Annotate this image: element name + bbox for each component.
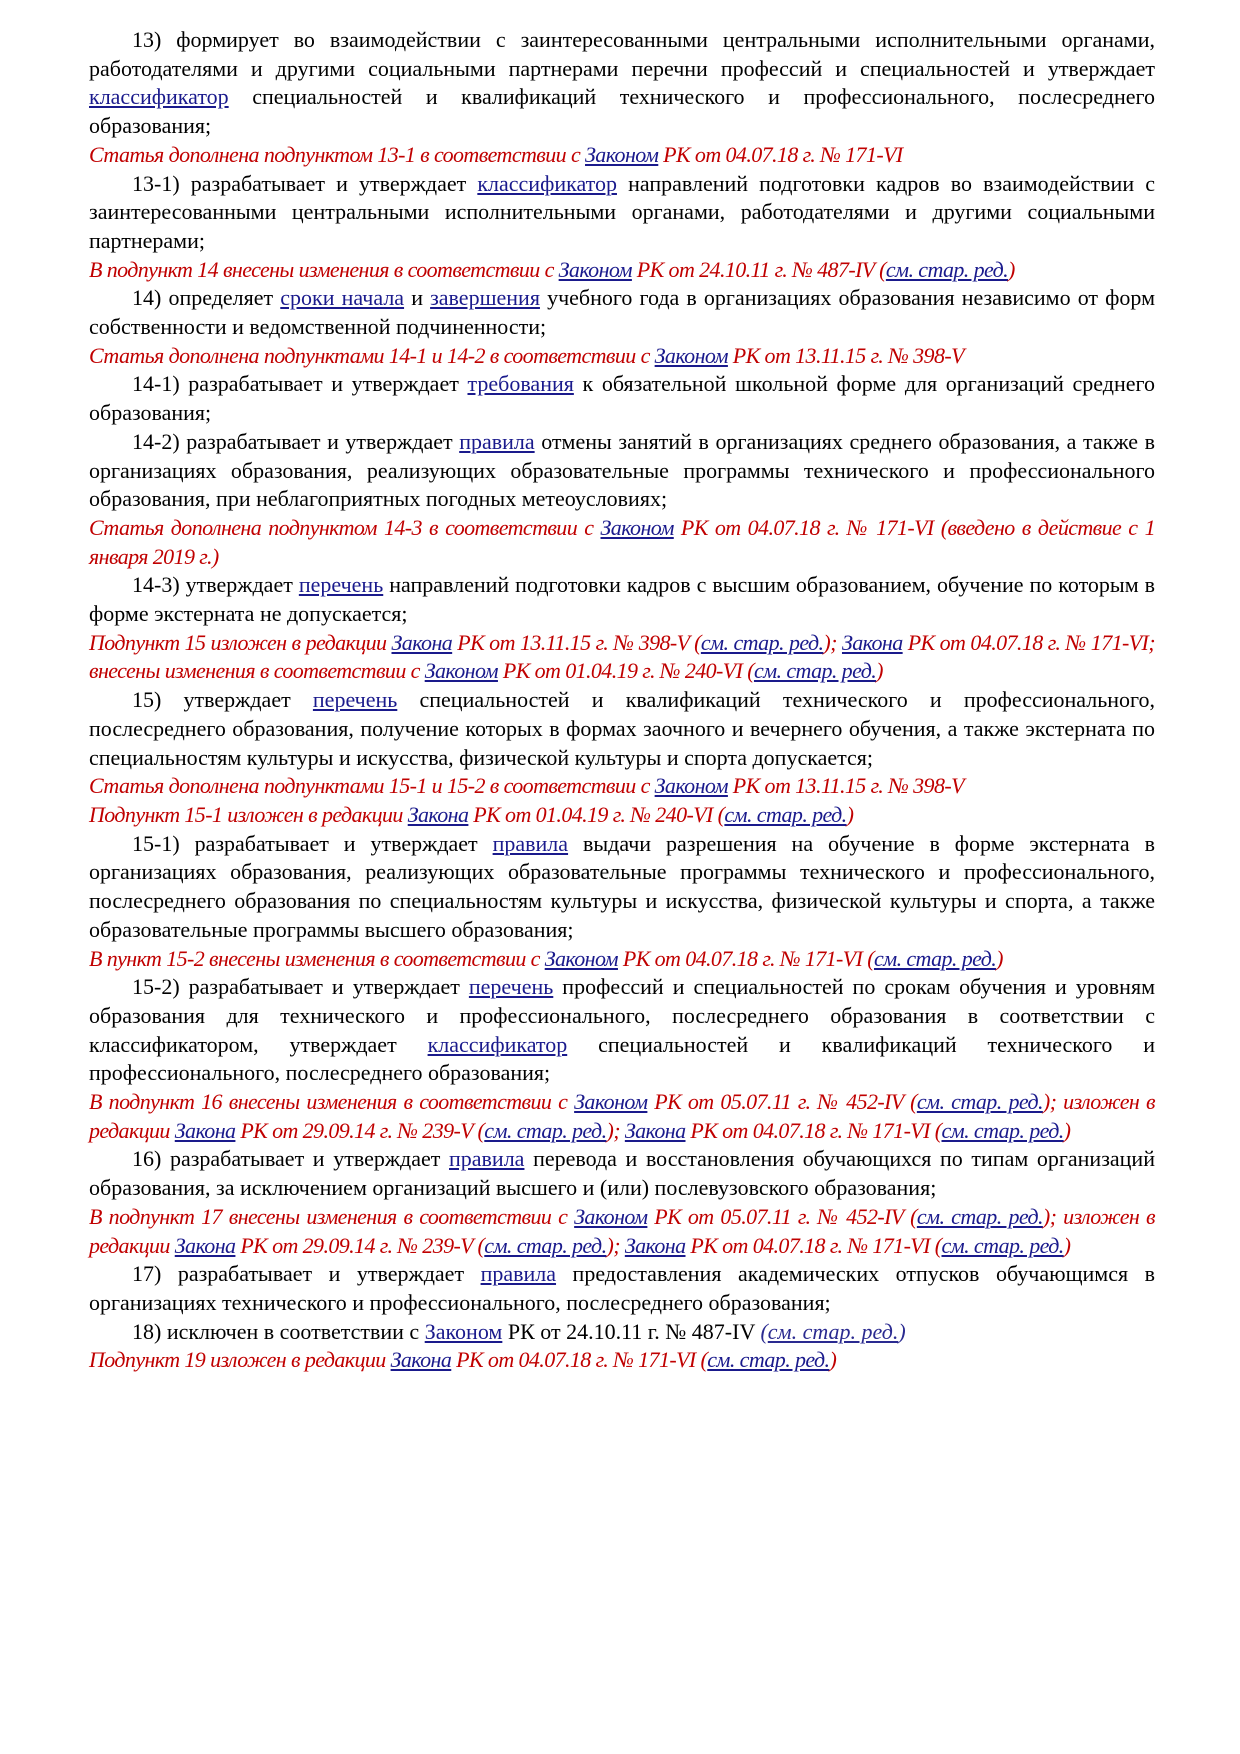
text-run: отмены занятий в организациях среднего образования, а также в организациях образования, реализующих образовательные программы технического и профессионального образования, при неблагоприятных погодных метеоусловиях; (89, 428, 1155, 512)
law-link[interactable]: Закона (391, 629, 453, 655)
text-run: 14-1) разрабатывает и утверждает (132, 371, 468, 397)
text-run: к обязательной школьной форме для организаций среднего образования; (89, 371, 1155, 426)
text-run: ) (876, 658, 883, 684)
text-run: выдачи разрешения на обучение в форме экстерната в организациях образования, реализующих образовательные программы технического и профессионального, послесреднего образования по специальностям культуры и искусства, физической культуры и спорта, а также образовательные программы высшего образования; (89, 830, 1155, 942)
text-run: направлений подготовки кадров с высшим образованием, обучение по которым в форме экстерната не допускается; (89, 572, 1156, 627)
law-link[interactable]: классификатор (477, 170, 617, 196)
law-link[interactable]: правила (492, 830, 569, 856)
old-edition-link[interactable]: см. стар. ред. (916, 1089, 1043, 1115)
text-run: РК от 13.11.15 г. № 398-V ( (452, 629, 701, 655)
old-edition-link[interactable]: см. стар. ред. (724, 801, 847, 827)
old-edition-link[interactable]: см. стар. ред. (916, 1203, 1043, 1229)
law-link[interactable]: Закона (174, 1232, 236, 1258)
law-link[interactable]: Законом (654, 773, 728, 799)
old-edition-link[interactable]: см. стар. ред. (941, 1117, 1064, 1143)
text-run: Статья дополнена подпунктами 14-1 и 14-2 в соответствии с (89, 342, 655, 368)
text-run: ); (606, 1232, 625, 1258)
subparagraph (89, 170, 1155, 256)
text-run: РК от 13.11.15 г. № 398-V (727, 342, 964, 368)
old-edition-link[interactable]: см. стар. ред. (753, 658, 877, 684)
law-link[interactable]: классификатор (89, 84, 229, 110)
text-run: профессий и специальностей по срокам обучения и уровням образования для технического и профессионального, послесреднего образования в соответствии с классификатором, утверждает (89, 974, 1155, 1057)
text-run: Подпункт 15 изложен в редакции (89, 629, 392, 655)
text-run: 13-1) разрабатывает и утверждает (132, 170, 478, 196)
subparagraph (89, 1260, 1155, 1317)
text-run: Статья дополнена подпунктом 14-3 в соответствии с (89, 514, 601, 540)
text-run: 15-2) разрабатывает и утверждает (132, 974, 469, 1000)
text-run: РК от 24.10.11 г. № 487-IV ( (631, 256, 886, 282)
subparagraph (89, 284, 1155, 341)
subparagraph (89, 1145, 1155, 1202)
subparagraph (89, 428, 1155, 514)
text-run: РК от 04.07.18 г. № 171-VI ( (685, 1232, 942, 1258)
text-run: ) (829, 1347, 837, 1373)
law-link[interactable]: перечень (468, 974, 554, 1000)
subparagraph (89, 686, 1155, 772)
text-run: 15) утверждает (132, 687, 313, 713)
text-run: ) (846, 801, 854, 827)
old-edition-link[interactable]: см. стар. ред. (873, 945, 997, 971)
amendment-note (89, 1203, 1155, 1260)
law-link[interactable]: классификатор (427, 1031, 568, 1057)
text-run: ) (898, 1318, 906, 1344)
text-run: ) (1063, 1232, 1071, 1258)
law-link[interactable]: Законом (544, 945, 618, 971)
amendment-note (89, 772, 1155, 801)
text-run: специальностей и квалификаций технического и профессионального, послесреднего образования; (89, 1031, 1155, 1086)
subparagraph (89, 370, 1155, 427)
text-run: Статья дополнена подпунктами 15-1 и 15-2 в соответствии с (89, 773, 655, 799)
law-link[interactable]: Законом (574, 1089, 648, 1115)
text-run: РК от 04.07.18 г. № 171-VI ( (617, 945, 874, 971)
text-run: специальностей и квалификаций технического и профессионального, послесреднего образования; (89, 84, 1155, 139)
text-run: ( (760, 1318, 768, 1344)
text-run: РК от 04.07.18 г. № 171-VI ( (685, 1117, 942, 1143)
subparagraph (89, 26, 1155, 141)
law-link[interactable]: правила (480, 1261, 557, 1287)
amendment-note (89, 945, 1155, 974)
law-link[interactable]: Закона (624, 1232, 686, 1258)
law-link[interactable]: Закона (407, 801, 469, 827)
text-run: ); изложен в редакции (89, 1089, 1155, 1143)
subparagraph (89, 571, 1155, 628)
text-run: В подпункт 16 внесены изменения в соответствии с (89, 1089, 575, 1115)
text-run: ); изложен в редакции (89, 1203, 1155, 1258)
amendment-note (89, 1088, 1155, 1145)
text-run: РК от 05.07.11 г. № 452-IV ( (647, 1089, 917, 1115)
text-run: Подпункт 15-1 изложен в редакции (89, 801, 408, 827)
text-run: ) (1063, 1117, 1071, 1143)
amendment-note (89, 141, 1155, 170)
text-run: РК от 29.09.14 г. № 239-V ( (235, 1232, 485, 1258)
amendment-note (89, 256, 1155, 285)
law-link[interactable]: Закона (624, 1117, 686, 1143)
law-link[interactable]: Закона (390, 1347, 452, 1373)
old-edition-link[interactable]: см. стар. ред. (700, 629, 824, 655)
text-run: 16) разрабатывает и утверждает (132, 1146, 449, 1172)
text-run: 14-2) разрабатывает и утверждает (132, 428, 460, 454)
text-run: РК от 04.07.18 г. № 171-VI (658, 141, 903, 167)
text-run: РК от 04.07.18 г. № 171-VI; внесены изменения в соответствии с (89, 629, 1156, 684)
text-run: ); (823, 629, 842, 655)
amendment-note (89, 1346, 1155, 1375)
amendment-note (89, 801, 1155, 830)
subparagraph (89, 830, 1155, 945)
text-run: 14-3) утверждает (132, 572, 299, 598)
law-link[interactable]: требования (467, 371, 574, 397)
text-run: и (404, 285, 431, 311)
law-link[interactable]: перечень (298, 572, 384, 598)
law-link[interactable]: Законом (424, 658, 498, 684)
old-edition-link[interactable]: см. стар. ред. (885, 256, 1009, 282)
text-run: ); (606, 1117, 625, 1143)
text-run: РК от 04.07.18 г. № 171-VI (введено в действие с 1 января 2019 г.) (89, 514, 1155, 569)
text-run: учебного года в организациях образования независимо от форм собственности и ведомственной подчиненности; (89, 285, 1155, 340)
old-edition-link[interactable]: см. стар. ред. (767, 1318, 899, 1344)
text-run: Подпункт 19 изложен в редакции (89, 1347, 391, 1373)
law-link[interactable]: сроки начала (280, 285, 405, 311)
text-run: 13) формирует во взаимодействии с заинтересованными центральными исполнительными органами, работодателями и другими социальными партнерами перечни профессий и специальностей и утверждает (89, 27, 1155, 81)
text-run: В подпункт 14 внесены изменения в соответствии с (89, 256, 559, 282)
document-page (89, 26, 1155, 1375)
text-run: предоставления академических отпусков обучающимся в организациях технического и профессионального, послесреднего образования; (89, 1261, 1155, 1315)
text-run: В пункт 15-2 внесены изменения в соответствии с (89, 945, 545, 971)
subparagraph (89, 973, 1155, 1088)
law-link[interactable]: перечень (312, 687, 398, 713)
text-run: РК от 05.07.11 г. № 452-IV ( (647, 1203, 917, 1229)
text-run: ) (1008, 256, 1015, 282)
text-run: РК от 01.04.19 г. № 240-VI ( (468, 801, 725, 827)
text-run: 18) исключен в соответствии с (132, 1318, 425, 1344)
law-link[interactable]: завершения (430, 285, 540, 311)
amendment-note (89, 514, 1155, 571)
amendment-note (89, 342, 1155, 371)
law-link[interactable]: Законом (654, 342, 728, 368)
text-run: РК от 29.09.14 г. № 239-V ( (235, 1117, 485, 1143)
text-run: В подпункт 17 внесены изменения в соответствии с (89, 1203, 575, 1229)
text-run: РК от 24.10.11 г. № 487-IV (502, 1318, 761, 1344)
text-run: специальностей и квалификаций технического и профессионального, послесреднего образования, получение которых в формах заочного и вечернего обучения, а также экстерната по специальностям культуры и искусства, физической культуры и спорта допускается; (89, 687, 1155, 770)
law-link[interactable]: Законом (600, 514, 674, 540)
text-run: перевода и восстановления обучающихся по типам организаций образования, за исключением организаций высшего и (или) послевузовского образования; (89, 1146, 1155, 1201)
law-link[interactable]: Закона (174, 1117, 236, 1143)
old-edition-link[interactable]: см. стар. ред. (941, 1232, 1064, 1258)
text-run: направлений подготовки кадров во взаимодействии с заинтересованными центральными исполнительными органами, работодателями и другими социальными партнерами; (89, 170, 1155, 253)
law-link[interactable]: Законом (424, 1318, 503, 1344)
text-run: ) (996, 945, 1003, 971)
law-link[interactable]: правила (459, 428, 535, 454)
law-link[interactable]: правила (449, 1146, 525, 1172)
law-link[interactable]: Законом (585, 141, 659, 167)
law-link[interactable]: Законом (574, 1203, 648, 1229)
text-run: 14) определяет (132, 285, 281, 311)
law-link[interactable]: Закона (841, 629, 903, 655)
old-edition-link[interactable]: см. стар. ред. (484, 1117, 607, 1143)
old-edition-link[interactable]: см. стар. ред. (484, 1232, 607, 1258)
text-run: РК от 13.11.15 г. № 398-V (727, 773, 964, 799)
text-run: 15-1) разрабатывает и утверждает (132, 830, 493, 856)
subparagraph (89, 1318, 1155, 1347)
text-run: Статья дополнена подпунктом 13-1 в соответствии с (89, 141, 586, 167)
amendment-note (89, 629, 1155, 686)
law-link[interactable]: Законом (558, 256, 632, 282)
old-edition-link[interactable]: см. стар. ред. (707, 1347, 830, 1373)
text-run: РК от 04.07.18 г. № 171-VI ( (451, 1347, 708, 1373)
text-run: 17) разрабатывает и утверждает (132, 1261, 481, 1287)
text-run: РК от 01.04.19 г. № 240-VI ( (497, 658, 754, 684)
